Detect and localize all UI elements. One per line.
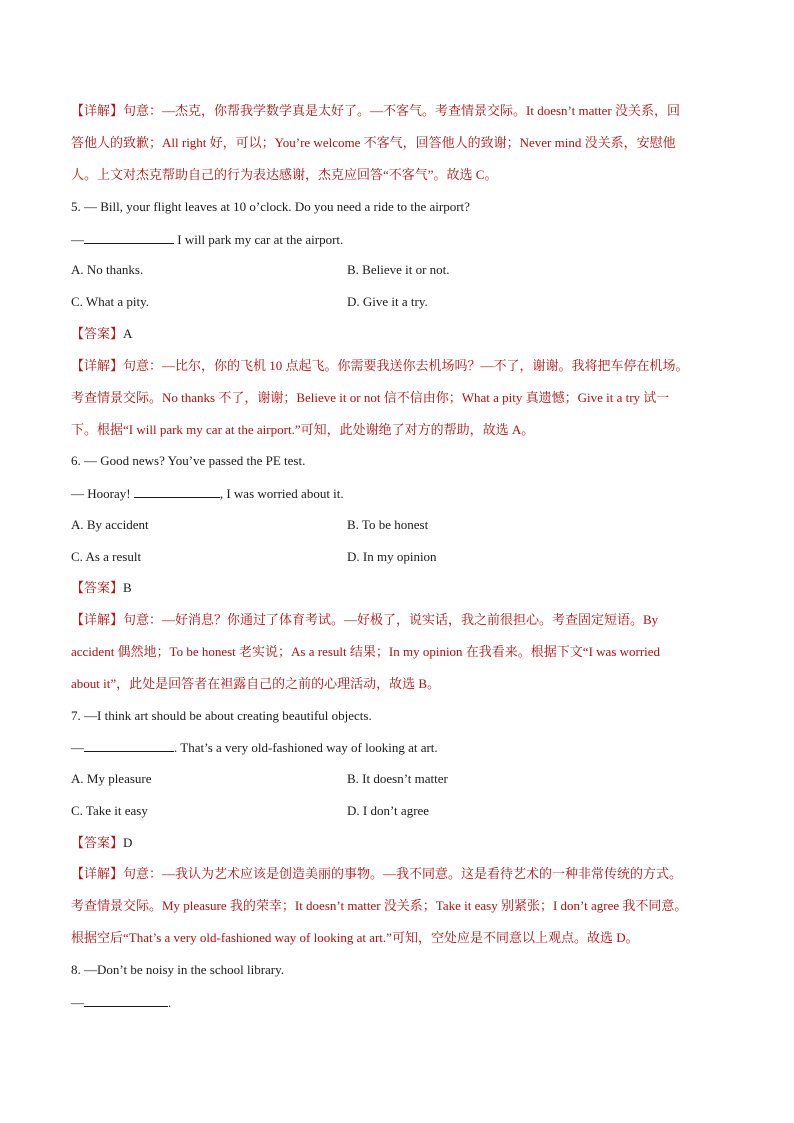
answer-blank <box>134 485 220 498</box>
q7-detail-line-2: 考查情景交际。My pleasure 我的荣幸；It doesn’t matter 没关系；Take it easy 别紧张；I don’t agree 我不同意。 <box>71 898 688 913</box>
q6-answer: 【答案】B <box>71 580 132 595</box>
q7-option-a: A. My pleasure <box>71 771 152 786</box>
q4-detail-line-3: 人。上文对杰克帮助自己的行为表达感谢，杰克应回答“不客气”。故选 C。 <box>71 167 498 182</box>
detail-tag: 【详解】 <box>71 103 124 118</box>
q5-answer-line: — I will park my car at the airport. <box>71 232 344 247</box>
q7-answer: 【答案】D <box>71 835 133 850</box>
q4-detail-line-2: 答他人的致歉；All right 好，可以；You’re welcome 不客气，回答他人的致谢；Never mind 没关系，安慰他 <box>71 135 676 150</box>
q5-option-c: C. What a pity. <box>71 294 149 309</box>
q7-option-c: C. Take it easy <box>71 803 148 818</box>
q6-answer-line: — Hooray! , I was worried about it. <box>71 486 344 501</box>
q7-option-b: B. It doesn’t matter <box>347 771 448 786</box>
q8-question: 8. —Don’t be noisy in the school library. <box>71 962 285 977</box>
answer-blank <box>84 739 174 752</box>
q7-detail-line-3: 根据空后“That’s a very old-fashioned way of looking at art.”可知，空处应是不同意以上观点。故选 D。 <box>71 930 639 945</box>
q5-question: 5. — Bill, your flight leaves at 10 o’clock. Do you need a ride to the airport? <box>71 199 470 214</box>
q5-option-b: B. Believe it or not. <box>347 262 450 277</box>
q7-answer-line: — . That’s a very old-fashioned way of looking at art. <box>71 740 438 755</box>
q8-answer-line: — . <box>71 995 172 1010</box>
q7-question: 7. —I think art should be about creating beautiful objects. <box>71 708 372 723</box>
q7-detail-line-1: 【详解】句意：—我认为艺术应该是创造美丽的事物。—我不同意。这是看待艺术的一种非常传统的方式。 <box>71 866 683 881</box>
q5-detail-line-3: 下。根据“I will park my car at the airport.”可知，此处谢绝了对方的帮助，故选 A。 <box>71 422 535 437</box>
q6-option-b: B. To be honest <box>347 517 429 532</box>
q5-answer: 【答案】A <box>71 326 133 341</box>
q6-detail-line-2: accident 偶然地；To be honest 老实说；As a result 结果；In my opinion 在我看来。根据下文“I was worried <box>71 644 661 659</box>
q6-question: 6. — Good news? You’ve passed the PE test. <box>71 453 306 468</box>
q5-detail-line-1: 【详解】句意：—比尔，你的飞机 10 点起飞。你需要我送你去机场吗？—不了，谢谢。我将把车停在机场。 <box>71 358 689 373</box>
q5-option-d: D. Give it a try. <box>347 294 428 309</box>
q6-detail-line-3: about it”，此处是回答者在袒露自己的之前的心理活动，故选 B。 <box>71 676 441 691</box>
q4-detail-line-1: 【详解】句意：—杰克，你帮我学数学真是太好了。—不客气。考查情景交际。It doesn’t matter 没关系，回 <box>71 103 680 118</box>
answer-blank <box>84 231 174 244</box>
q7-option-d: D. I don’t agree <box>347 803 430 818</box>
answer-blank <box>84 994 168 1007</box>
q6-option-a: A. By accident <box>71 517 149 532</box>
q5-detail-line-2: 考查情景交际。No thanks 不了，谢谢；Believe it or not 信不信由你；What a pity 真遗憾；Give it a try 试一 <box>71 390 670 405</box>
q6-detail-line-1: 【详解】句意：—好消息？你通过了体育考试。—好极了，说实话，我之前很担心。考查固定短语。By <box>71 612 659 627</box>
q5-option-a: A. No thanks. <box>71 262 144 277</box>
q6-option-c: C. As a result <box>71 549 142 564</box>
q6-option-d: D. In my opinion <box>347 549 437 564</box>
